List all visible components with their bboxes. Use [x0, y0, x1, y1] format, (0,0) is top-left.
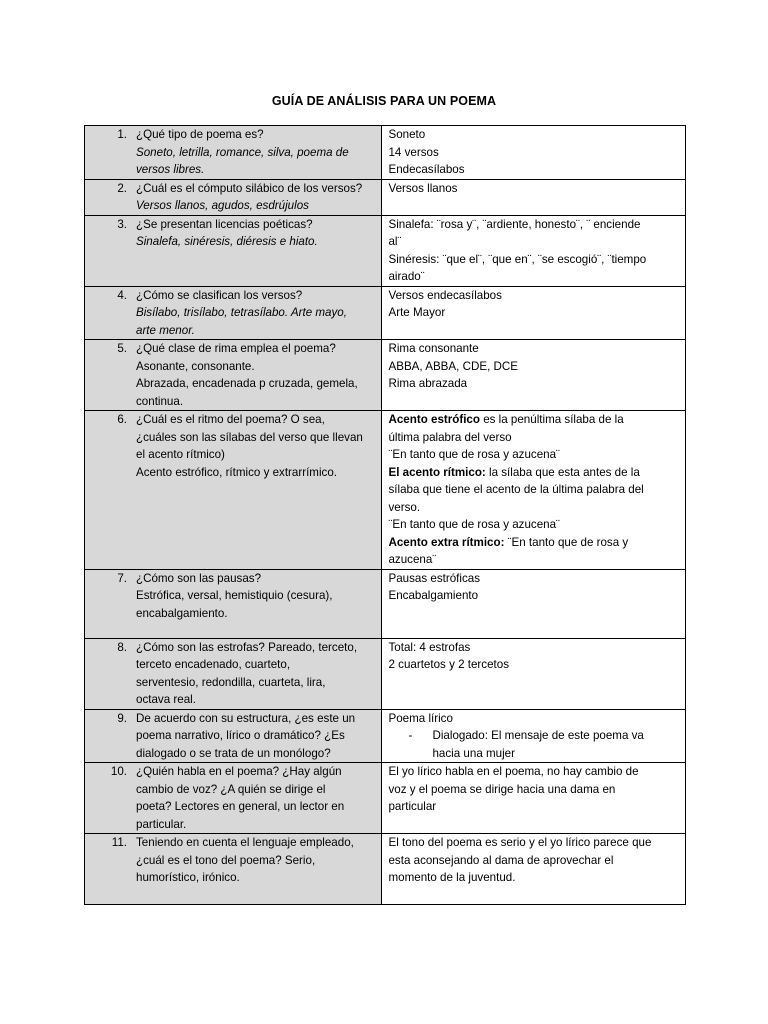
table-row: [85, 179, 686, 215]
analysis-table: [84, 125, 686, 905]
bullet-line: hacia una mujer: [432, 746, 515, 760]
question-line: continua.: [136, 394, 184, 408]
answer-line: esta aconsejando al dama de aprovechar el: [388, 853, 614, 867]
answer-line: [388, 551, 685, 569]
question-cell: [85, 834, 382, 905]
table-row: [85, 834, 686, 905]
answer-line: Soneto: [388, 128, 426, 141]
answer-text: ¨En tanto que de rosa y azucena¨: [388, 448, 560, 461]
answer-line: [388, 446, 685, 464]
answer-term: Acento estrófico: [388, 413, 480, 426]
question-cell: [85, 340, 382, 411]
question-cell: [85, 763, 382, 834]
answer-text: es la penúltima sílaba de la: [479, 413, 624, 426]
answer-cell: [382, 286, 686, 340]
question-text: [136, 834, 381, 887]
question-line: Acento estrófico, rítmico y extrarrímico.: [136, 465, 338, 479]
answer-term: Acento extra rítmico:: [388, 535, 505, 549]
answer-text: verso.: [388, 500, 421, 514]
question-line: ¿Qué clase de rima emplea el poema?: [136, 342, 336, 355]
bullet-dash: -: [408, 729, 413, 742]
answer-line: Arte Mayor: [388, 306, 446, 319]
question-line: Abrazada, encadenada p cruzada, gemela,: [136, 377, 358, 390]
question-line: ¿Cómo se clasifican los versos?: [136, 288, 303, 302]
question-number: 1.: [117, 128, 127, 141]
question-line: De acuerdo con su estructura, ¿es este un: [136, 711, 356, 725]
question-line: cambio de voz? ¿A quién se dirige el: [136, 782, 326, 796]
question-line: ¿cuál es el tono del poema? Serio,: [136, 853, 316, 867]
answer-line: El tono del poema es serio y el yo lírico parece que: [388, 836, 652, 849]
question-line: poema narrativo, lírico o dramático? ¿Es: [136, 729, 345, 742]
question-cell: [85, 179, 382, 215]
question-line: poeta? Lectores en general, un lector en: [136, 800, 345, 813]
table-row: [85, 126, 686, 180]
answer-bullet: [388, 727, 685, 762]
question-number: 4.: [117, 288, 127, 302]
answer-line: El yo lírico habla en el poema, no hay cambio de: [388, 765, 639, 778]
table-row: [85, 340, 686, 411]
table-row: [85, 569, 686, 638]
table-row: [85, 411, 686, 570]
question-cell: [85, 638, 382, 709]
answer-line: Rima abrazada: [388, 377, 468, 390]
question-line: Estrófica, versal, hemistiquio (cesura),: [136, 589, 333, 602]
answer-line: Versos endecasílabos: [388, 288, 502, 302]
question-line: Asonante, consonante.: [136, 359, 255, 373]
question-number: 9.: [117, 711, 127, 725]
question-line: ¿Cómo son las pausas?: [136, 571, 262, 585]
question-cell: [85, 126, 382, 180]
answer-text: la sílaba que esta antes de la: [485, 465, 640, 479]
bullet-line: Dialogado: El mensaje de este poema va: [432, 729, 644, 742]
answer-line: 14 versos: [388, 145, 439, 159]
answer-line: ABBA, ABBA, CDE, DCE: [388, 359, 518, 373]
question-number: 2.: [117, 181, 127, 195]
question-number: 7.: [117, 571, 127, 585]
question-line: dialogado o se trata de un monólogo?: [136, 746, 331, 760]
question-line: humorístico, irónico.: [136, 871, 240, 884]
answer-cell: [382, 179, 686, 215]
question-line: serventesio, redondilla, cuarteta, lira,: [136, 675, 326, 689]
question-cell: [85, 215, 382, 286]
table-row: [85, 215, 686, 286]
question-number: 10.: [110, 765, 127, 778]
answer-text: ¨En tanto que de rosa y azucena¨: [388, 518, 560, 531]
answer-cell: [382, 340, 686, 411]
bullet-text: [432, 727, 685, 762]
question-text: [136, 287, 381, 340]
answer-line: [388, 516, 685, 534]
answer-line: Endecasílabos: [388, 163, 465, 176]
question-line: ¿Cómo son las estrofas? Pareado, terceto,: [136, 640, 358, 654]
question-number: 5.: [117, 342, 127, 355]
question-hint: Sinalefa, sinéresis, diéresis e hiato.: [136, 235, 318, 248]
answer-line: [388, 411, 685, 429]
question-line: octava real.: [136, 693, 196, 706]
question-line: el acento rítmico): [136, 448, 225, 461]
answer-line: Total: 4 estrofas: [388, 640, 471, 654]
answer-line: [388, 534, 685, 552]
answer-line: [388, 464, 685, 482]
answer-term: El acento rítmico:: [388, 465, 486, 479]
question-line: ¿Cuál es el ritmo del poema? O sea,: [136, 413, 325, 426]
answer-line: particular: [388, 800, 437, 813]
answer-line: Pausas estróficas: [388, 571, 480, 585]
question-hint: Versos llanos, agudos, esdrújulos: [136, 199, 309, 212]
question-line: ¿cuáles son las sílabas del verso que llevan: [136, 430, 363, 444]
question-number: 3.: [117, 217, 127, 231]
answer-cell: [382, 834, 686, 905]
answer-line: Encabalgamiento: [388, 589, 479, 602]
question-line: ¿Quién habla en el poema? ¿Hay algún: [136, 765, 342, 778]
question-text: [136, 126, 381, 179]
question-line: ¿Cuál es el cómputo silábico de los versos?: [136, 181, 363, 195]
answer-cell: [382, 569, 686, 638]
question-hint: Bisílabo, trisílabo, tetrasílabo. Arte mayo,: [136, 306, 347, 319]
table-row: [85, 638, 686, 709]
question-number: 8.: [117, 640, 127, 654]
question-cell: [85, 411, 382, 570]
question-text: [136, 570, 381, 623]
answer-cell: [382, 763, 686, 834]
answer-cell: [382, 638, 686, 709]
answer-line: Versos llanos: [388, 181, 458, 195]
question-text: [136, 639, 381, 709]
table-row: [85, 709, 686, 763]
question-text: [136, 180, 381, 215]
question-hint: arte menor.: [136, 323, 195, 337]
table-row: [85, 286, 686, 340]
answer-text: sílaba que tiene el acento de la última palabra del: [388, 483, 644, 496]
question-cell: [85, 709, 382, 763]
answer-line: [388, 429, 685, 447]
page-title: GUÍA DE ANÁLISIS PARA UN POEMA: [271, 94, 497, 108]
question-cell: [85, 569, 382, 638]
answer-text: ¨En tanto que de rosa y: [504, 535, 629, 549]
answer-line: al¨: [388, 235, 402, 248]
answer-line: [388, 499, 685, 517]
answer-cell: [382, 709, 686, 763]
question-line: particular.: [136, 817, 187, 831]
question-text: [136, 216, 381, 251]
answer-line: [388, 481, 685, 499]
question-text: [136, 763, 381, 833]
answer-cell: [382, 126, 686, 180]
answer-line: momento de la juventud.: [388, 871, 516, 884]
answer-text: azucena¨: [388, 553, 437, 566]
answer-line: Rima consonante: [388, 342, 479, 355]
question-text: [136, 411, 381, 481]
answer-line: airado¨: [388, 270, 425, 283]
question-cell: [85, 286, 382, 340]
question-text: [136, 340, 381, 410]
answer-cell: [382, 215, 686, 286]
answer-text: última palabra del verso: [388, 430, 512, 444]
question-line: ¿Se presentan licencias poéticas?: [136, 217, 313, 231]
question-line: Teniendo en cuenta el lenguaje empleado,: [136, 836, 354, 849]
question-line: ¿Qué tipo de poema es?: [136, 128, 264, 141]
question-number: 6.: [117, 413, 127, 426]
answer-line: 2 cuartetos y 2 tercetos: [388, 658, 509, 671]
table-row: [85, 763, 686, 834]
answer-line: voz y el poema se dirige hacia una dama en: [388, 782, 616, 796]
question-line: terceto encadenado, cuarteto,: [136, 658, 291, 671]
question-text: [136, 710, 381, 763]
answer-cell: [382, 411, 686, 570]
answer-line: Sinalefa: ¨rosa y¨, ¨ardiente, honesto¨, ¨ enciende: [388, 217, 641, 231]
question-hint: versos libres.: [136, 163, 205, 176]
question-line: encabalgamiento.: [136, 606, 228, 620]
question-number: 11.: [111, 836, 127, 849]
question-hint: Soneto, letrilla, romance, silva, poema de: [136, 145, 349, 159]
answer-line: Poema lírico: [388, 711, 453, 725]
answer-line: Sinéresis: ¨que el¨, ¨que en¨, ¨se escogió¨, ¨tiempo: [388, 252, 647, 266]
